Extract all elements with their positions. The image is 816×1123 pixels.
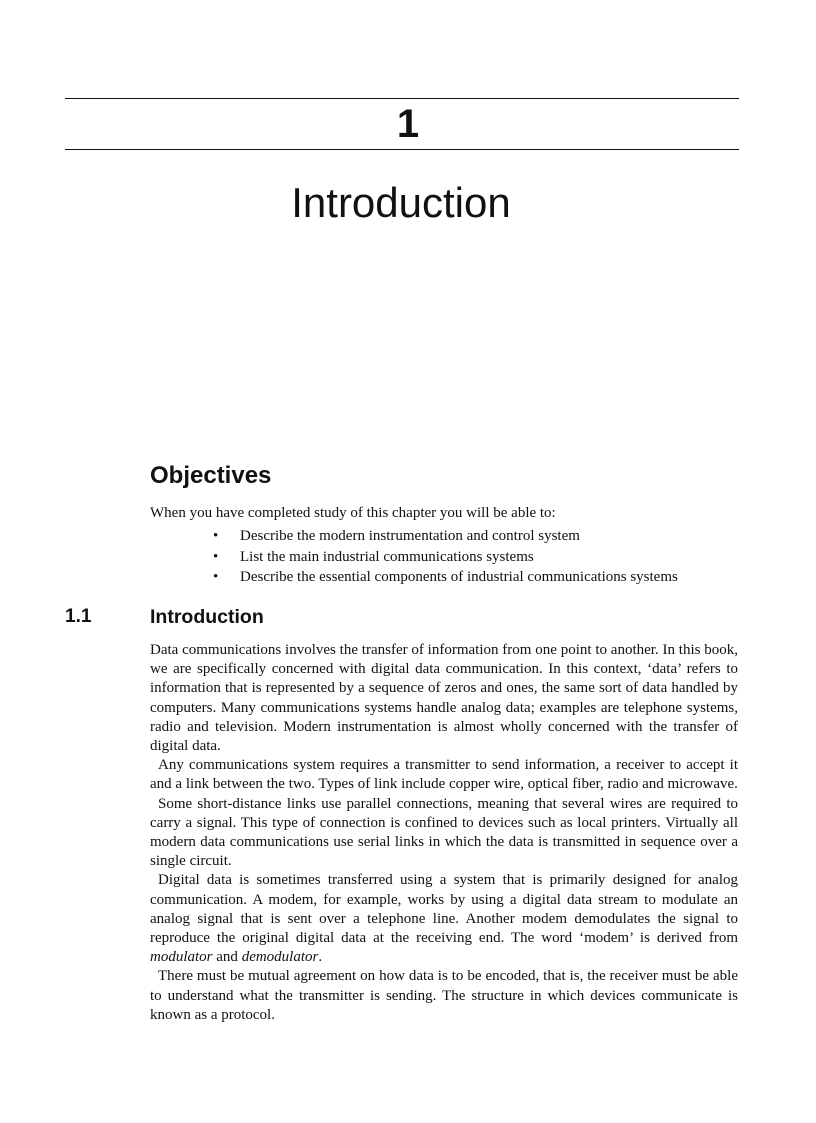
objective-text: Describe the essential components of industrial communications systems	[240, 569, 678, 585]
body-paragraph: There must be mutual agreement on how data is to be encoded, that is, the receiver must be able to understand what the transmitter is sending. The structure in which devices communicate is known as a protocol.	[150, 968, 738, 1023]
body-text-run: Digital data is sometimes transferred using a system that is primarily designed for analog communication. A modem, for example, works by using a digital data stream to modulate an analog signal that is sent over a telephone line. Another modem demodulates the signal to reproduce the original digital data at the receiving end. The word ‘modem’ is derived from	[150, 872, 738, 947]
chapter-number: 1	[396, 102, 420, 146]
body-paragraph: Any communications system requires a transmitter to send information, a receiver to accept it and a link between the two. Types of link include copper wire, optical fiber, radio and microwave.	[150, 757, 738, 793]
objectives-intro: When you have completed study of this chapter you will be able to:	[150, 505, 556, 521]
objectives-heading: Objectives	[150, 462, 272, 489]
body-paragraph	[150, 871, 738, 967]
objective-text: Describe the modern instrumentation and control system	[240, 528, 580, 544]
objective-text: List the main industrial communications systems	[240, 548, 534, 565]
section-title: Introduction	[150, 606, 264, 628]
objectives-list	[210, 526, 678, 588]
section-number: 1.1	[65, 606, 92, 627]
objective-item	[210, 547, 678, 568]
section-body	[150, 641, 738, 1025]
body-text-run: and	[212, 949, 242, 966]
objective-item	[210, 567, 678, 588]
chapter-rule-bottom	[65, 149, 739, 150]
bullet-icon: •	[213, 569, 219, 585]
body-emphasis: demodulator	[241, 949, 319, 966]
bullet-icon: •	[213, 548, 219, 565]
objective-item	[210, 526, 678, 547]
chapter-rule-top	[65, 98, 739, 99]
body-paragraph: Data communications involves the transfer of information from one point to another. In this book, we are specifically concerned with digital data communication. In this context, ‘data’ refers to information that is represented by a sequence of zeros and ones, the same sort of data handled by computers. Many communications systems handle analog data; examples are telephone systems, radio and television. Modern instrumentation is almost wholly concerned with the transfer of digital data.	[150, 642, 738, 755]
body-emphasis: modulator	[150, 949, 213, 966]
chapter-title: Introduction	[291, 179, 511, 226]
body-text-run: .	[318, 949, 323, 966]
body-paragraph: Some short-distance links use parallel connections, meaning that several wires are required to carry a signal. This type of connection is confined to devices such as local printers. Virtually all modern data communications use serial links in which the data is transmitted in sequence over a single circuit.	[150, 795, 738, 870]
bullet-icon: •	[213, 528, 219, 544]
